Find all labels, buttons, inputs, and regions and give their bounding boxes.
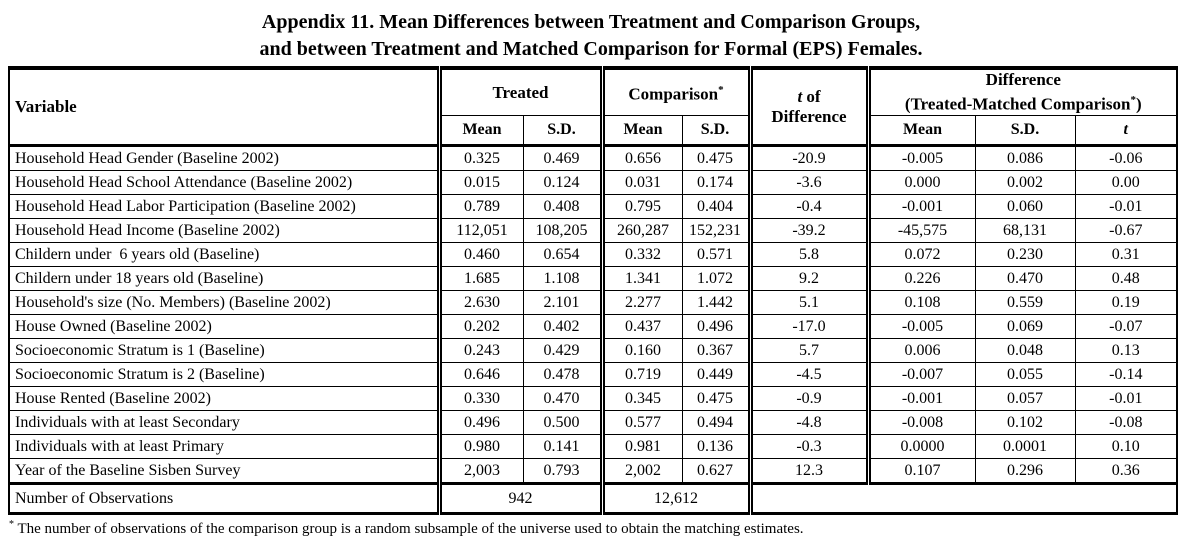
variable-cell: Household Head Income (Baseline 2002) — [9, 219, 439, 243]
difference-mean-cell: 0.0000 — [868, 435, 975, 459]
table-row — [9, 411, 1177, 435]
variable-cell: Year of the Baseline Sisben Survey — [9, 459, 439, 484]
treated-sd-cell: 0.470 — [523, 387, 602, 411]
treated-sd-cell: 0.429 — [523, 339, 602, 363]
difference-sd-cell: 68,131 — [975, 219, 1075, 243]
observations-comparison-count: 12,612 — [602, 484, 750, 514]
table-row — [9, 146, 1177, 171]
difference-t-cell: -0.01 — [1075, 195, 1177, 219]
t-of-difference-cell: -0.4 — [750, 195, 868, 219]
treated-mean-cell: 112,051 — [439, 219, 523, 243]
variable-cell: Socioeconomic Stratum is 2 (Baseline) — [9, 363, 439, 387]
difference-mean-cell: 0.226 — [868, 267, 975, 291]
comparison-sd-cell: 0.496 — [682, 315, 750, 339]
comparison-sd-cell: 1.442 — [682, 291, 750, 315]
variable-cell: Childern under 18 years old (Baseline) — [9, 267, 439, 291]
difference-sub-label-close: ) — [1135, 94, 1142, 114]
comparison-sd-cell: 0.475 — [682, 146, 750, 171]
difference-sd-cell: 0.060 — [975, 195, 1075, 219]
table-row — [9, 267, 1177, 291]
footnote — [9, 519, 1182, 538]
difference-mean-cell: 0.000 — [868, 171, 975, 195]
t-of-difference-cell: -0.3 — [750, 435, 868, 459]
comparison-mean-cell: 0.577 — [602, 411, 682, 435]
comparison-sd-cell: 0.494 — [682, 411, 750, 435]
difference-sd-cell: 0.0001 — [975, 435, 1075, 459]
col-header-comparison — [602, 68, 750, 116]
table-row — [9, 435, 1177, 459]
col-header-t-of-difference — [750, 68, 868, 146]
table-row — [9, 243, 1177, 267]
variable-cell: House Rented (Baseline 2002) — [9, 387, 439, 411]
subheader-difference-t: t — [1075, 116, 1177, 146]
t-of-difference-cell: 5.7 — [750, 339, 868, 363]
treated-sd-cell: 0.408 — [523, 195, 602, 219]
comparison-mean-cell: 0.656 — [602, 146, 682, 171]
title-line-1: Appendix 11. Mean Differences between Treatment and Comparison Groups, — [261, 11, 921, 33]
comparison-mean-cell: 2,002 — [602, 459, 682, 484]
t-of-difference-cell: -39.2 — [750, 219, 868, 243]
table-row — [9, 339, 1177, 363]
t-of-word: of — [802, 87, 821, 106]
comparison-sd-cell: 0.475 — [682, 387, 750, 411]
t-of-difference-cell: -0.9 — [750, 387, 868, 411]
table-header — [9, 68, 1177, 146]
comparison-mean-cell: 0.031 — [602, 171, 682, 195]
title-line-2: and between Treatment and Matched Comparison for Formal (EPS) Females. — [259, 38, 923, 60]
variable-cell: House Owned (Baseline 2002) — [9, 315, 439, 339]
difference-sd-cell: 0.048 — [975, 339, 1075, 363]
treated-mean-cell: 0.496 — [439, 411, 523, 435]
difference-t-cell: -0.08 — [1075, 411, 1177, 435]
observations-treated-count: 942 — [439, 484, 602, 514]
col-header-treated: Treated — [439, 68, 602, 116]
difference-sd-cell: 0.470 — [975, 267, 1075, 291]
comparison-sd-cell: 0.627 — [682, 459, 750, 484]
table-row — [9, 387, 1177, 411]
table-row — [9, 315, 1177, 339]
difference-t-cell: -0.07 — [1075, 315, 1177, 339]
t-of-difference-cell: -4.8 — [750, 411, 868, 435]
footnote-text: The number of observations of the comparison group is a random subsample of the universe used to obtain the matching estimates. — [17, 521, 804, 537]
variable-cell: Individuals with at least Primary — [9, 435, 439, 459]
treated-mean-cell: 0.330 — [439, 387, 523, 411]
subheader-comparison-sd: S.D. — [682, 116, 750, 146]
difference-t-cell: -0.67 — [1075, 219, 1177, 243]
subheader-comparison-mean: Mean — [602, 116, 682, 146]
difference-t-cell: 0.36 — [1075, 459, 1177, 484]
treated-mean-cell: 2.630 — [439, 291, 523, 315]
treated-mean-cell: 0.460 — [439, 243, 523, 267]
comparison-mean-cell: 260,287 — [602, 219, 682, 243]
treated-mean-cell: 0.202 — [439, 315, 523, 339]
t-of-difference-cell: 5.1 — [750, 291, 868, 315]
treated-sd-cell: 0.141 — [523, 435, 602, 459]
comparison-sd-cell: 0.571 — [682, 243, 750, 267]
t-of-difference-cell: -3.6 — [750, 171, 868, 195]
treated-mean-cell: 0.646 — [439, 363, 523, 387]
t-italic: t — [797, 87, 803, 106]
observations-empty-cell — [750, 484, 1177, 514]
comparison-sd-cell: 0.367 — [682, 339, 750, 363]
comparison-mean-cell: 0.160 — [602, 339, 682, 363]
treated-sd-cell: 0.124 — [523, 171, 602, 195]
t-of-difference-cell: -4.5 — [750, 363, 868, 387]
treated-sd-cell: 0.469 — [523, 146, 602, 171]
difference-t-cell: 0.19 — [1075, 291, 1177, 315]
difference-sd-cell: 0.559 — [975, 291, 1075, 315]
treated-mean-cell: 0.243 — [439, 339, 523, 363]
table-row — [9, 171, 1177, 195]
comparison-sd-cell: 0.136 — [682, 435, 750, 459]
comparison-mean-cell: 0.437 — [602, 315, 682, 339]
difference-t-cell: 0.13 — [1075, 339, 1177, 363]
difference-t-cell: -0.14 — [1075, 363, 1177, 387]
appendix-table — [8, 66, 1178, 515]
difference-mean-cell: 0.108 — [868, 291, 975, 315]
difference-mean-cell: 0.072 — [868, 243, 975, 267]
observations-row — [9, 484, 1177, 514]
variable-cell: Household Head Labor Participation (Baseline 2002) — [9, 195, 439, 219]
difference-mean-cell: -0.008 — [868, 411, 975, 435]
table-row — [9, 363, 1177, 387]
comparison-sd-cell: 0.174 — [682, 171, 750, 195]
treated-mean-cell: 0.789 — [439, 195, 523, 219]
difference-t-cell: 0.31 — [1075, 243, 1177, 267]
difference-mean-cell: -0.001 — [868, 195, 975, 219]
treated-sd-cell: 0.793 — [523, 459, 602, 484]
comparison-mean-cell: 0.719 — [602, 363, 682, 387]
table-row — [9, 195, 1177, 219]
difference-t-cell: -0.06 — [1075, 146, 1177, 171]
comparison-mean-cell: 0.795 — [602, 195, 682, 219]
difference-sd-cell: 0.102 — [975, 411, 1075, 435]
treated-mean-cell: 0.980 — [439, 435, 523, 459]
comparison-mean-cell: 0.345 — [602, 387, 682, 411]
treated-mean-cell: 0.015 — [439, 171, 523, 195]
header-group-row — [9, 68, 1177, 116]
variable-cell: Individuals with at least Secondary — [9, 411, 439, 435]
comparison-mean-cell: 0.332 — [602, 243, 682, 267]
treated-sd-cell: 0.402 — [523, 315, 602, 339]
treated-mean-cell: 1.685 — [439, 267, 523, 291]
difference-sd-cell: 0.002 — [975, 171, 1075, 195]
difference-mean-cell: 0.107 — [868, 459, 975, 484]
table-row — [9, 291, 1177, 315]
comparison-asterisk: * — [718, 84, 724, 97]
subheader-treated-sd: S.D. — [523, 116, 602, 146]
variable-cell: Household's size (No. Members) (Baseline 2002) — [9, 291, 439, 315]
t-of-difference-cell: 12.3 — [750, 459, 868, 484]
treated-mean-cell: 0.325 — [439, 146, 523, 171]
table-body — [9, 146, 1177, 484]
difference-sd-cell: 0.086 — [975, 146, 1075, 171]
difference-t-cell: -0.01 — [1075, 387, 1177, 411]
difference-label: Difference — [985, 70, 1061, 90]
difference-mean-cell: -0.005 — [868, 315, 975, 339]
col-header-variable: Variable — [9, 68, 439, 146]
t-of-difference-cell: -17.0 — [750, 315, 868, 339]
table-title — [0, 0, 1182, 63]
treated-mean-cell: 2,003 — [439, 459, 523, 484]
difference-mean-cell: -45,575 — [868, 219, 975, 243]
treated-sd-cell: 0.478 — [523, 363, 602, 387]
difference-sd-cell: 0.230 — [975, 243, 1075, 267]
comparison-mean-cell: 0.981 — [602, 435, 682, 459]
subheader-difference-mean: Mean — [868, 116, 975, 146]
variable-cell: Socioeconomic Stratum is 1 (Baseline) — [9, 339, 439, 363]
comparison-sd-cell: 1.072 — [682, 267, 750, 291]
treated-sd-cell: 0.500 — [523, 411, 602, 435]
difference-mean-cell: -0.001 — [868, 387, 975, 411]
comparison-sd-cell: 0.449 — [682, 363, 750, 387]
difference-sd-cell: 0.055 — [975, 363, 1075, 387]
difference-mean-cell: 0.006 — [868, 339, 975, 363]
comparison-sd-cell: 152,231 — [682, 219, 750, 243]
comparison-mean-cell: 2.277 — [602, 291, 682, 315]
difference-mean-cell: -0.007 — [868, 363, 975, 387]
t-of-difference-cell: -20.9 — [750, 146, 868, 171]
difference-t-cell: 0.48 — [1075, 267, 1177, 291]
treated-sd-cell: 0.654 — [523, 243, 602, 267]
t-of-difference-cell: 5.8 — [750, 243, 868, 267]
variable-cell: Childern under 6 years old (Baseline) — [9, 243, 439, 267]
comparison-mean-cell: 1.341 — [602, 267, 682, 291]
subheader-difference-sd: S.D. — [975, 116, 1075, 146]
difference-t-cell: 0.10 — [1075, 435, 1177, 459]
footnote-asterisk: * — [9, 519, 14, 530]
difference-mean-cell: -0.005 — [868, 146, 975, 171]
difference-sd-cell: 0.296 — [975, 459, 1075, 484]
treated-sd-cell: 2.101 — [523, 291, 602, 315]
difference-asterisk: * — [1130, 94, 1136, 107]
comparison-sd-cell: 0.404 — [682, 195, 750, 219]
table-footer — [9, 484, 1177, 514]
difference-t-cell: 0.00 — [1075, 171, 1177, 195]
variable-cell: Household Head Gender (Baseline 2002) — [9, 146, 439, 171]
comparison-label: Comparison — [628, 84, 719, 104]
difference-sd-cell: 0.057 — [975, 387, 1075, 411]
t-of-difference-word: Difference — [771, 107, 847, 126]
difference-sd-cell: 0.069 — [975, 315, 1075, 339]
table-row — [9, 459, 1177, 484]
treated-sd-cell: 1.108 — [523, 267, 602, 291]
variable-cell: Household Head School Attendance (Baseline 2002) — [9, 171, 439, 195]
table-row — [9, 219, 1177, 243]
observations-label: Number of Observations — [9, 484, 439, 514]
col-header-difference — [868, 68, 1177, 116]
t-of-difference-cell: 9.2 — [750, 267, 868, 291]
difference-sub-label: (Treated-Matched Comparison — [904, 94, 1131, 114]
treated-sd-cell: 108,205 — [523, 219, 602, 243]
subheader-treated-mean: Mean — [439, 116, 523, 146]
